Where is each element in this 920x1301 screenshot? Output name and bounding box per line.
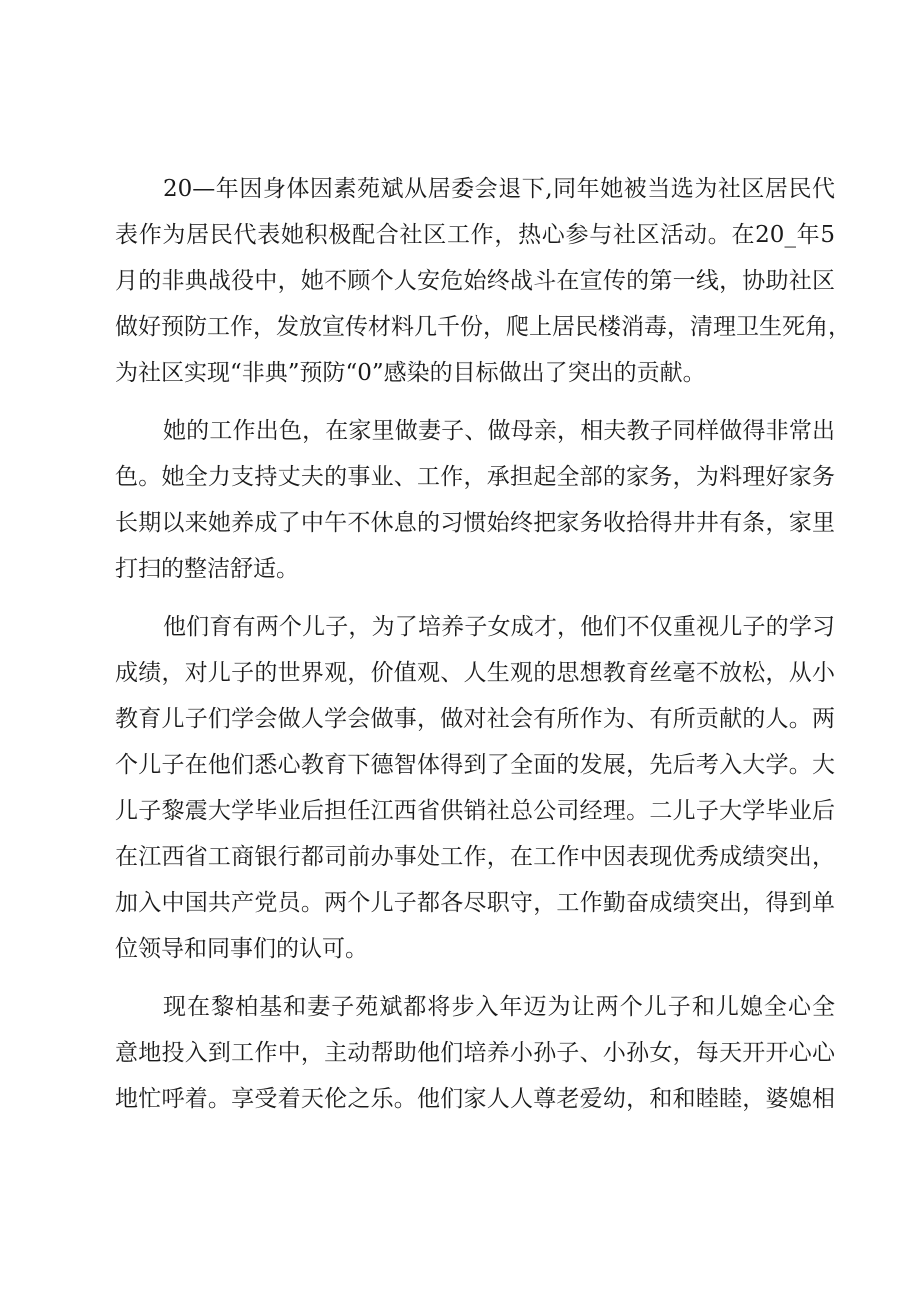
paragraph-line: 打扫的整洁舒适。 [115,556,299,582]
document-body [115,166,851,1122]
paragraph-line: 教育儿子们学会做人学会做事，做对社会有所作为、有所贡献的人。两 [115,706,835,732]
paragraph-line: 位领导和同事们的认可。 [115,936,368,962]
paragraph-line: 月的非典战役中，她不顾个人安危始终战斗在宣传的第一线，协助社区 [115,268,835,294]
paragraph-line: 长期以来她养成了中午不休息的习惯始终把家务收拾得井井有条，家里 [115,510,835,536]
paragraph-line: 现在黎柏基和妻子苑斌都将步入年迈为让两个儿子和儿媳全心全 [163,994,835,1020]
paragraph-1 [115,166,851,396]
paragraph-line: 做好预防工作，发放宣传材料几千份，爬上居民楼消毒，清理卫生死角， [115,314,851,340]
paragraph-line: 表作为居民代表她积极配合社区工作，热心参与社区活动。在20_年5 [115,222,835,248]
paragraph-line: 儿子黎震大学毕业后担任江西省供销社总公司经理。二儿子大学毕业后 [115,798,835,824]
paragraph-2 [115,408,835,592]
paragraph-line: 地忙呼着。享受着天伦之乐。他们家人人尊老爱幼，和和睦睦，婆媳相 [115,1086,835,1112]
paragraph-line: 在江西省工商银行都司前办事处工作，在工作中因表现优秀成绩突出， [115,844,835,870]
paragraph-line: 他们育有两个儿子，为了培养子女成才，他们不仅重视儿子的学习 [163,614,835,640]
paragraph-4 [115,984,835,1122]
paragraph-line: 成绩，对儿子的世界观，价值观、人生观的思想教育丝毫不放松，从小 [115,660,835,686]
paragraph-line: 加入中国共产党员。两个儿子都各尽职守，工作勤奋成绩突出，得到单 [115,890,835,916]
paragraph-line: 为社区实现“非典”预防“0”感染的目标做出了突出的贡献。 [115,360,706,386]
paragraph-line: 个儿子在他们悉心教育下德智体得到了全面的发展，先后考入大学。大 [115,752,835,778]
paragraph-line: 意地投入到工作中，主动帮助他们培养小孙子、小孙女，每天开开心心 [115,1040,835,1066]
paragraph-line: 她的工作出色，在家里做妻子、做母亲，相夫教子同样做得非常出 [163,418,835,444]
paragraph-line: 20—年因身体因素苑斌从居委会退下,同年她被当选为社区居民代 [163,176,835,202]
paragraph-line: 色。她全力支持丈夫的事业、工作，承担起全部的家务，为料理好家务 [115,464,835,490]
paragraph-3 [115,604,835,972]
